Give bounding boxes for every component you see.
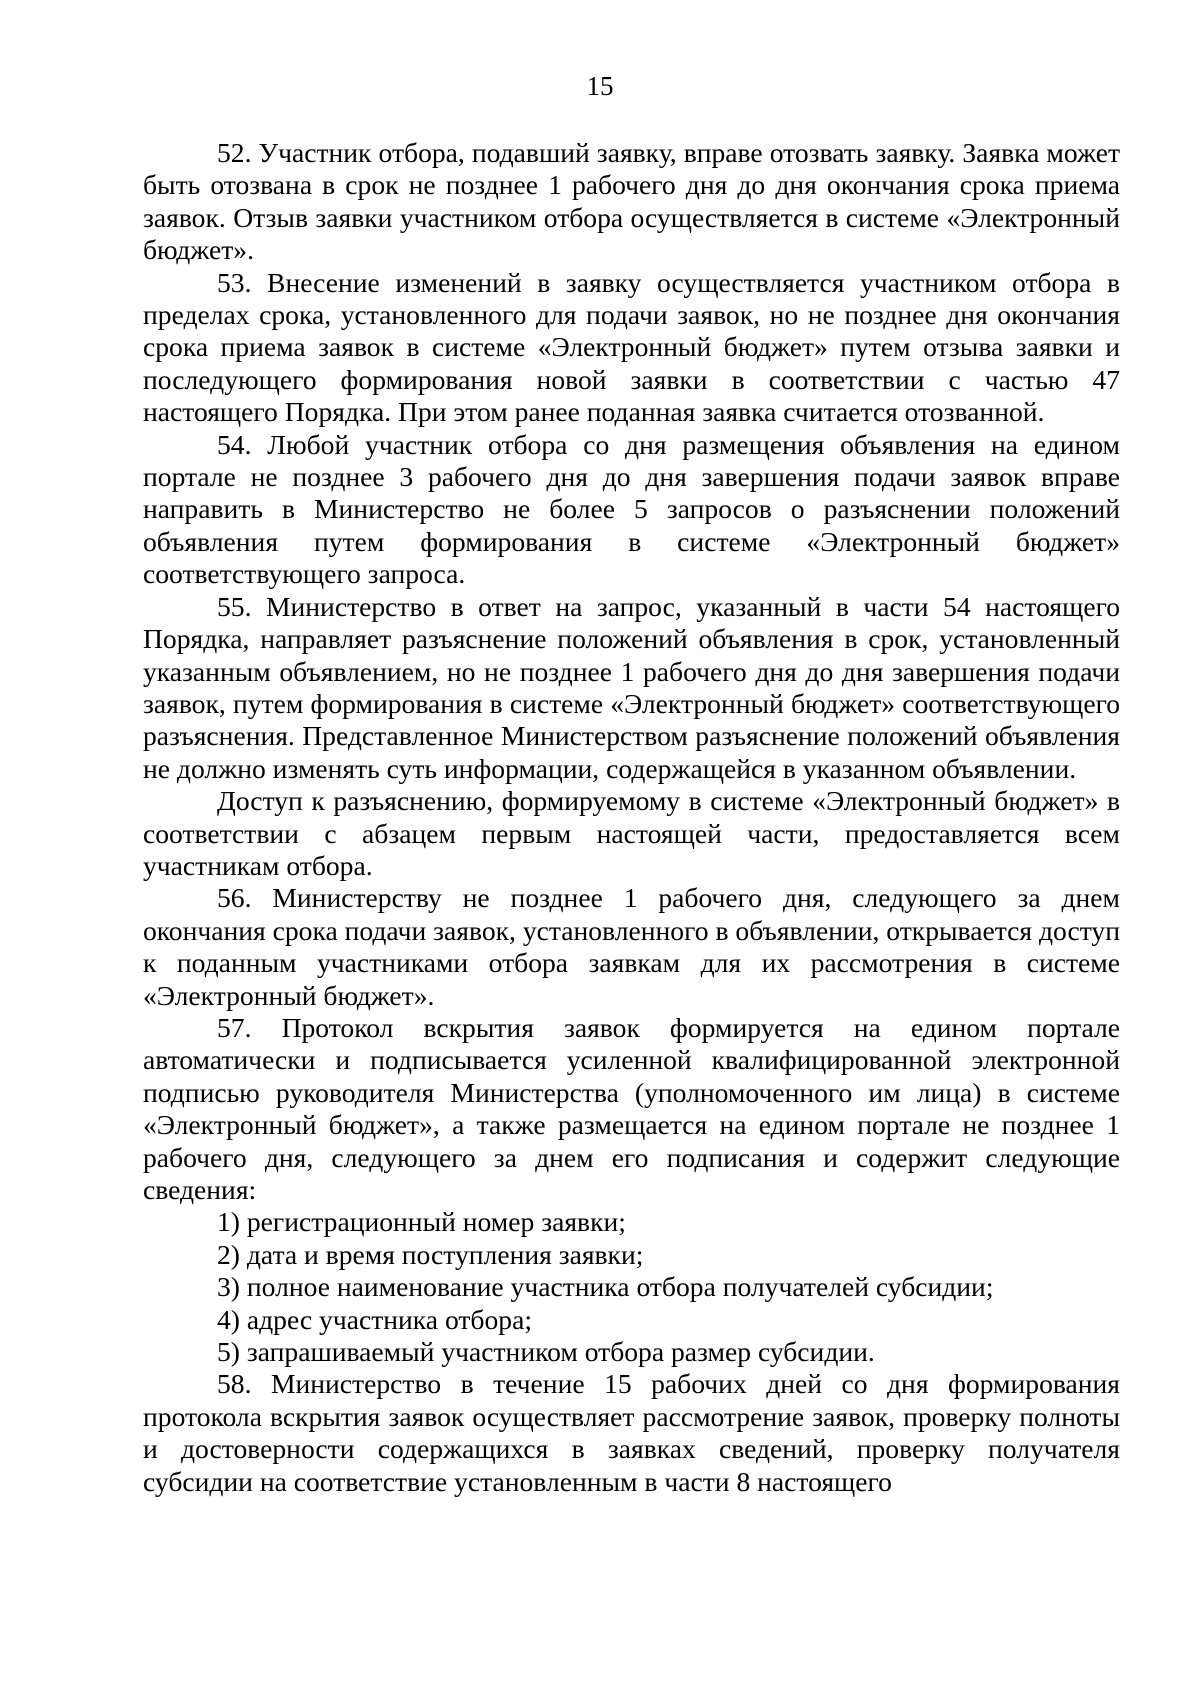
paragraph-56: 56. Министерству не позднее 1 рабочего дня, следующего за днем окончания срока подачи заявок, установленного в объявлении, открывается доступ к поданным участниками отбора заявкам для их рассмотрения в системе «Электронный бюджет». (143, 882, 1120, 1011)
list-item-5: 5) запрашиваемый участником отбора размер субсидии. (217, 1336, 875, 1368)
list-item-1: 1) регистрационный номер заявки; (217, 1206, 626, 1238)
paragraph-53: 53. Внесение изменений в заявку осуществляется участником отбора в пределах срока, установленного для подачи заявок, но не позднее дня окончания срока приема заявок в системе «Электронный бюджет» путем отзыва заявки и последующего формирования новой заявки в соответствии с частью 47 настоящего Порядка. При этом ранее поданная заявка считается отозванной. (143, 266, 1120, 428)
paragraph-52: 52. Участник отбора, подавший заявку, вправе отозвать заявку. Заявка может быть отозвана в срок не позднее 1 рабочего дня до дня окончания срока приема заявок. Отзыв заявки участником отбора осуществляется в системе «Электронный бюджет». (143, 137, 1120, 266)
list-item-3: 3) полное наименование участника отбора получателей субсидии; (217, 1271, 994, 1303)
paragraph-55-access: Доступ к разъяснению, формируемому в системе «Электронный бюджет» в соответствии с абзацем первым настоящей части, предоставляется всем участникам отбора. (143, 785, 1120, 881)
document-body (143, 137, 1120, 1498)
paragraph-55: 55. Министерство в ответ на запрос, указанный в части 54 настоящего Порядка, направляет разъяснение положений объявления в срок, установленный указанным объявлением, но не позднее 1 рабочего дня до дня завершения подачи заявок, путем формирования в системе «Электронный бюджет» соответствующего разъяснения. Представленное Министерством разъяснение положений объявления не должно изменять суть информации, содержащейся в указанном объявлении. (143, 590, 1120, 784)
list-item-4: 4) адрес участника отбора; (217, 1303, 532, 1335)
paragraph-58: 58. Министерство в течение 15 рабочих дней со дня формирования протокола вскрытия заявок осуществляет рассмотрение заявок, проверку полноты и достоверности содержащихся в заявках сведений, проверку получателя субсидии на соответствие установленным в части 8 настоящего (143, 1368, 1120, 1497)
list-item-2: 2) дата и время поступления заявки; (217, 1238, 644, 1270)
page-number: 15 (586, 71, 614, 101)
paragraph-57: 57. Протокол вскрытия заявок формируется на едином портале автоматически и подписывается усиленной квалифицированной электронной подписью руководителя Министерства (уполномоченного им лица) в системе «Электронный бюджет», а также размещается на едином портале не позднее 1 рабочего дня, следующего за днем его подписания и содержит следующие сведения: (143, 1011, 1120, 1205)
paragraph-54: 54. Любой участник отбора со дня размещения объявления на едином портале не позднее 3 рабочего дня до дня завершения подачи заявок вправе направить в Министерство не более 5 запросов о разъяснении положений объявления путем формирования в системе «Электронный бюджет» соответствующего запроса. (143, 428, 1120, 590)
